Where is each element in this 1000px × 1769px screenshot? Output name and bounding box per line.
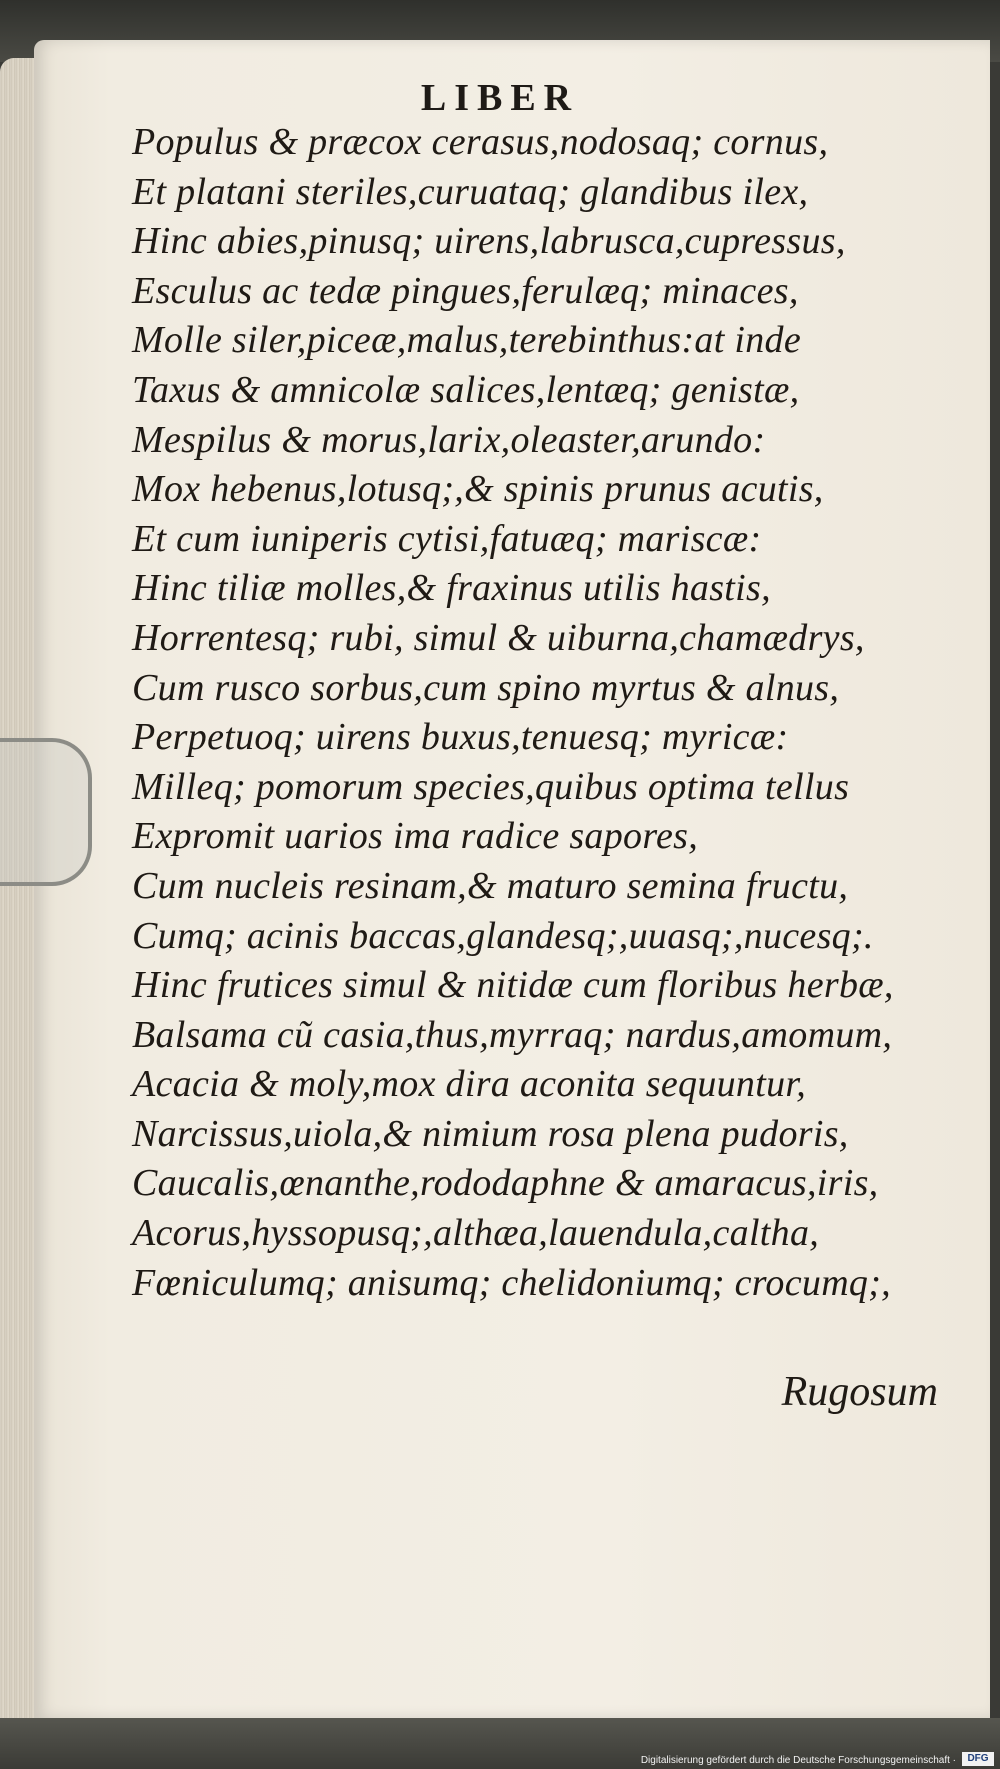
verse-line: Taxus & amnicolæ salices,lentæq; genistæ, bbox=[132, 368, 800, 411]
catchword: Rugosum bbox=[781, 1369, 938, 1415]
verse-line: Acorus,hyssopusq;,althæa,lauendula,caltha, bbox=[132, 1212, 820, 1255]
verse-block bbox=[132, 118, 952, 1308]
verse-line: Esculus ac tedæ pingues,ferulæq; minaces, bbox=[132, 269, 799, 312]
verse-line: Hinc abies,pinusq; uirens,labrusca,cupressus, bbox=[132, 220, 846, 263]
verse-line: Cum rusco sorbus,cum spino myrtus & alnus, bbox=[132, 666, 840, 709]
verse-line: Cum nucleis resinam,& maturo semina fructu, bbox=[132, 864, 849, 907]
running-head: LIBER bbox=[420, 77, 580, 119]
verse-line: Et cum iuniperis cytisi,fatuæq; mariscæ: bbox=[132, 517, 762, 560]
verse-line: Et platani steriles,curuataq; glandibus ilex, bbox=[132, 170, 809, 213]
verse-line: Acacia & moly,mox dira aconita sequuntur, bbox=[132, 1063, 807, 1106]
verse-line: Populus & præcox cerasus,nodosaq; cornus, bbox=[132, 121, 829, 163]
verse-line: Expromit uarios ima radice sapores, bbox=[132, 815, 699, 858]
verse-line: Narcissus,uiola,& nimium rosa plena pudoris, bbox=[132, 1112, 849, 1155]
dfg-logo: DFG bbox=[962, 1752, 994, 1766]
page-clip bbox=[0, 738, 92, 886]
verse-line: Molle siler,piceæ,malus,terebinthus:at inde bbox=[132, 319, 802, 362]
verse-line: Hinc frutices simul & nitidæ cum floribus herbæ, bbox=[132, 964, 894, 1007]
verse-line: Balsama cũ casia,thus,myrraq; nardus,amomum, bbox=[132, 1013, 893, 1056]
digitization-credit: Digitalisierung gefördert durch die Deutsche Forschungsgemeinschaft · bbox=[640, 1755, 956, 1766]
verse-line: Mox hebenus,lotusq;,& spinis prunus acutis, bbox=[132, 468, 824, 511]
verse-line: Perpetuoq; uirens buxus,tenuesq; myricæ: bbox=[132, 716, 789, 759]
verse-line: Mespilus & morus,larix,oleaster,arundo: bbox=[132, 418, 766, 461]
verse-line: Hinc tiliæ molles,& fraxinus utilis hastis, bbox=[132, 567, 771, 610]
verse-line: Fœniculumq; anisumq; chelidoniumq; crocumq;, bbox=[132, 1261, 891, 1304]
verse-line: Cumq; acinis baccas,glandesq;,uuasq;,nucesq;. bbox=[132, 914, 874, 957]
verse-line: Caucalis,œnanthe,rododaphne & amaracus,iris, bbox=[132, 1162, 879, 1205]
verse-line: Milleq; pomorum species,quibus optima tellus bbox=[132, 765, 850, 808]
verse-line: Horrentesq; rubi, simul & uiburna,chamædrys, bbox=[132, 616, 865, 659]
